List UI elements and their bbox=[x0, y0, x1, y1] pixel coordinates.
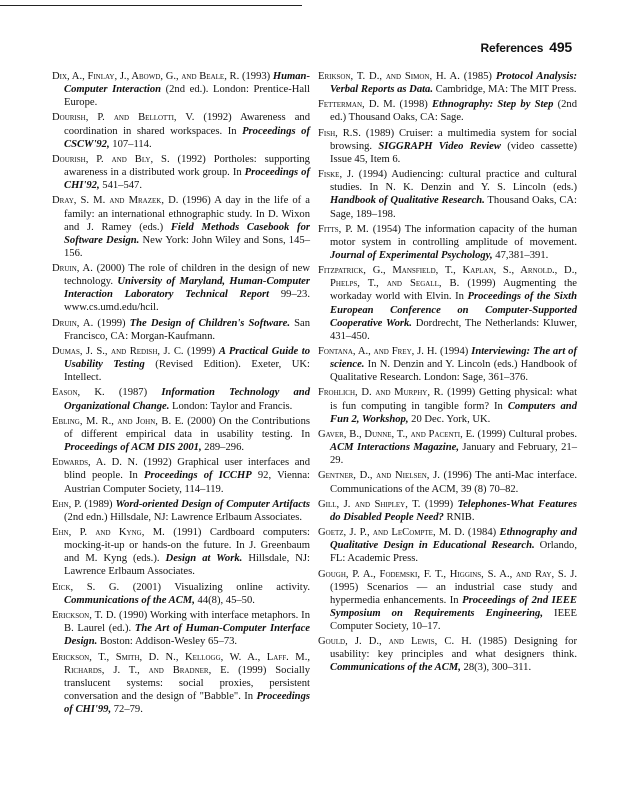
page-number: 495 bbox=[549, 39, 572, 55]
reference-text: (1998) bbox=[395, 99, 432, 111]
reference-authors: Gill, J. and Shipley, T. bbox=[318, 498, 421, 510]
reference-title: Proceedings of CSCW'92, bbox=[64, 125, 310, 150]
reference-authors: Gentner, D., and Nielsen, J. bbox=[318, 470, 440, 482]
reference-title: Field Methods Casebook for Software Design. bbox=[64, 221, 310, 246]
reference-entry bbox=[318, 568, 577, 633]
reference-authors: Fish, R.S. bbox=[318, 127, 361, 139]
reference-entry bbox=[318, 98, 577, 124]
reference-text: 72–79. bbox=[111, 703, 143, 715]
reference-authors: Fiske, J. bbox=[318, 169, 354, 181]
reference-authors: Gould, J. D., and Lewis, C. H. bbox=[318, 636, 472, 648]
reference-authors: Dix, A., Finlay, J., Abowd, G., and Beale, R. bbox=[52, 71, 240, 82]
running-header bbox=[481, 39, 572, 55]
reference-authors: Fitzpatrick, G., Mansfield, T., Kaplan, S., Arnold., D., Phelps, T., and Segall, B. bbox=[318, 265, 577, 290]
reference-text: (1992) Portholes: supporting awareness in a distributed work group. In bbox=[64, 153, 310, 179]
reference-entry bbox=[318, 345, 577, 384]
reference-text: (1996) A day in the life of a family: an international ethnographic study. In D. Wixon and J. Ramey (eds.) bbox=[64, 195, 310, 233]
reference-text: (1999) bbox=[93, 317, 130, 329]
reference-entry bbox=[52, 498, 310, 524]
reference-authors: Erikson, T. D., and Simon, H. A. bbox=[318, 71, 460, 82]
reference-authors: Fitts, P. M. bbox=[318, 223, 369, 235]
reference-entry bbox=[52, 111, 310, 150]
reference-entry bbox=[52, 317, 310, 343]
reference-authors: Erickson, T., Smith, D. N., Kellogg, W. A., Laff. M., Richards, J. T., and Bradner, E. bbox=[52, 651, 310, 676]
reference-text: Cambridge, MA: The MIT Press. bbox=[433, 84, 577, 96]
reference-text: IEEE Computer Society, 10–17. bbox=[330, 607, 577, 632]
reference-entry bbox=[52, 456, 310, 495]
reference-text: (2001) Visualizing online activity. bbox=[119, 581, 310, 593]
reference-title: Journal of Experimental Psychology, bbox=[330, 249, 493, 261]
reference-title: The Art of Human-Computer Interface Design. bbox=[64, 623, 310, 648]
reference-text: (1993) bbox=[239, 71, 273, 82]
reference-text: (1992) Awareness and coordination in shared workspaces. In bbox=[64, 112, 311, 137]
reference-text: (2000) On the Contributions of different empirical data in usability testing. In bbox=[64, 415, 311, 440]
reference-title: Ethnography and Qualitative Design in Educational Research. bbox=[330, 527, 578, 552]
reference-text: (1999) bbox=[420, 498, 458, 510]
reference-text: 541–547. bbox=[99, 180, 142, 192]
reference-entry bbox=[52, 262, 310, 314]
reference-authors: Eason, K. bbox=[52, 387, 105, 399]
reference-entry bbox=[318, 127, 577, 166]
reference-entry bbox=[52, 345, 310, 384]
reference-entry bbox=[318, 70, 577, 96]
reference-title: Information Technology and Organizational Change. bbox=[64, 387, 310, 412]
reference-entry bbox=[318, 168, 577, 220]
section-title: References bbox=[480, 41, 544, 55]
reference-text: (1995) Scenarios — an industrial case study and hypermedia enhancements. In bbox=[330, 581, 577, 606]
reference-text: 47,381–391. bbox=[492, 249, 549, 261]
reference-text: 92, Vienna: Austrian Computer Society, 114–119. bbox=[64, 470, 310, 495]
reference-authors: Ehn, P. and Kyng, M. bbox=[52, 527, 165, 539]
reference-text: Hillsdale, NJ: Lawrence Erlbaum Associates. bbox=[64, 553, 310, 578]
reference-text: New York: John Wiley and Sons, 145–156. bbox=[64, 234, 310, 259]
reference-authors: Dourish, P. and Bellotti, V. bbox=[52, 112, 195, 124]
reference-text: (video cassette) Issue 45, Item 6. bbox=[330, 140, 577, 165]
reference-text: London: Taylor and Francis. bbox=[169, 400, 293, 412]
references-right-column bbox=[318, 70, 577, 677]
reference-entry bbox=[318, 469, 577, 495]
reference-text: (1990) Working with interface metaphors. In B. Laurel (ed.). bbox=[64, 610, 311, 635]
reference-text: (1999) bbox=[183, 346, 219, 357]
top-rule bbox=[0, 5, 302, 6]
reference-authors: Fetterman, D. M. bbox=[318, 99, 396, 111]
reference-text: 28(3), 300–311. bbox=[460, 662, 532, 674]
reference-authors: Eick, S. G. bbox=[52, 581, 120, 593]
reference-entry bbox=[52, 651, 310, 716]
reference-title: Proceedings of CHI'99, bbox=[64, 690, 310, 715]
reference-authors: Gaver, B., Dunne, T., and Pacenti, E. bbox=[318, 428, 475, 440]
reference-title: Communications of the ACM, bbox=[64, 594, 195, 606]
reference-title: Handbook of Qualitative Research. bbox=[330, 195, 485, 207]
reference-text: (1999) Cultural probes. bbox=[474, 428, 577, 440]
reference-text: (1989) bbox=[81, 498, 116, 510]
reference-text: (1996) The anti-Mac interface. Communications of the ACM, 39 (8) 70–82. bbox=[330, 470, 577, 495]
reference-title: The Design of Children's Software. bbox=[129, 317, 291, 329]
reference-text: San Francisco, CA: Morgan-Kaufmann. bbox=[64, 317, 311, 342]
reference-authors: Druin, A. bbox=[52, 317, 94, 329]
reference-entry bbox=[52, 609, 310, 648]
reference-title: Interviewing: The art of science. bbox=[330, 346, 577, 371]
reference-text: January and February, 21–29. bbox=[330, 442, 577, 467]
reference-text: (1985) Designing for usability: key principles and what designers think. bbox=[330, 636, 577, 661]
reference-title: A Practical Guide to Usability Testing bbox=[64, 346, 310, 371]
reference-text: In N. Denzin and Y. Lincoln (eds.) Handbook of Qualitative Research. London: Sage, 361–376. bbox=[330, 359, 577, 384]
reference-authors: Dumas, J. S., and Redish, J. C. bbox=[52, 346, 184, 357]
reference-title: Word-oriented Design of Computer Artifacts bbox=[115, 498, 310, 510]
reference-entry bbox=[52, 581, 310, 607]
reference-title: ACM Interactions Magazine, bbox=[330, 442, 459, 454]
reference-text: (1987) bbox=[104, 387, 162, 399]
reference-text: 107–114. bbox=[109, 138, 152, 150]
reference-title: Computers and Fun 2, Workshop, bbox=[330, 400, 577, 425]
reference-text: (1994) Audiencing: cultural practice and cultural studies. In N. K. Denzin and Y. S. Lincoln (eds.) bbox=[330, 169, 577, 194]
reference-authors: Fontana, A., and Frey, J. H. bbox=[318, 346, 438, 357]
reference-text: Thousand Oaks, CA: Sage, 189–198. bbox=[330, 195, 577, 220]
reference-title: Communications of the ACM, bbox=[330, 662, 461, 674]
reference-authors: Druin, A. bbox=[52, 263, 93, 275]
reference-text: 289–296. bbox=[201, 442, 245, 454]
reference-entry bbox=[52, 415, 310, 454]
reference-entry bbox=[318, 428, 577, 467]
reference-title: Telephones-What Features do Disabled People Need? bbox=[330, 498, 577, 523]
reference-text: 20 Dec. York, UK. bbox=[408, 413, 491, 425]
reference-entry bbox=[318, 386, 577, 425]
reference-authors: Gough, P. A., Fodemski, F. T., Higgins, S. A., and Ray, S. J. bbox=[318, 568, 577, 580]
reference-entry bbox=[318, 223, 577, 262]
reference-title: Proceedings of 2nd IEEE Symposium on Requirements Engineering, bbox=[330, 594, 577, 619]
reference-text: (1999) Socially translucent systems: social proxies, persistent conversation and the design of "Babble". In bbox=[64, 664, 310, 702]
reference-title: Design at Work. bbox=[165, 553, 243, 565]
reference-title: Proceedings of ICCHP bbox=[144, 470, 252, 482]
reference-title: Proceedings of CHI'92, bbox=[64, 167, 310, 192]
reference-text: 99–23. www.cs.umd.edu/hcil. bbox=[64, 289, 310, 314]
references-left-column bbox=[52, 70, 310, 718]
reference-text: RNIB. bbox=[443, 511, 475, 523]
reference-text: (1992) Graphical user interfaces and blind people. In bbox=[64, 457, 310, 482]
reference-text: (1984) bbox=[464, 527, 500, 539]
reference-text: (1989) Cruiser: a multimedia system for social browsing. bbox=[330, 127, 577, 152]
reference-text: (1994) bbox=[437, 346, 472, 357]
reference-authors: Erickson, T. D. bbox=[52, 610, 117, 622]
reference-text: (1954) The information capacity of the human motor system in controlling amplitude of movement. bbox=[330, 223, 578, 248]
reference-text: Orlando, FL: Academic Press. bbox=[330, 540, 577, 565]
reference-text: (2nd edn.) Hillsdale, NJ: Lawrence Erlbaum Associates. bbox=[64, 511, 302, 523]
reference-authors: Ebling, M. R., and John, B. E. bbox=[52, 415, 184, 427]
reference-text: (1999) Getting physical: what is fun computing in tangible form? In bbox=[330, 387, 578, 412]
reference-entry bbox=[52, 526, 310, 578]
reference-entry bbox=[52, 153, 310, 192]
reference-entry bbox=[52, 194, 310, 259]
reference-entry bbox=[52, 386, 310, 412]
reference-text: (1985) bbox=[459, 71, 496, 82]
reference-text: (1999) Augmenting the workaday world with Elvin. In bbox=[330, 278, 577, 303]
reference-title: University of Maryland, Human-Computer Interaction Laboratory Technical Report bbox=[64, 276, 310, 301]
reference-title: Protocol Analysis: Verbal Reports as Data. bbox=[330, 71, 577, 96]
reference-authors: Ehn, P. bbox=[52, 498, 82, 510]
reference-text: Dordrecht, The Netherlands: Kluwer, 431–450. bbox=[330, 317, 578, 342]
reference-entry bbox=[318, 264, 577, 343]
reference-authors: Dourish, P. and Bly, S. bbox=[52, 153, 170, 165]
reference-title: Proceedings of the Sixth European Conference on Computer-Supported Cooperative Work. bbox=[330, 291, 577, 329]
reference-text: (2000) The role of children in the design of new technology. bbox=[64, 263, 310, 288]
reference-authors: Goetz, J. P., and LeCompte, M. D. bbox=[318, 527, 465, 539]
reference-text: 44(8), 45–50. bbox=[194, 594, 255, 606]
reference-title: Proceedings of ACM DIS 2001, bbox=[64, 442, 202, 454]
reference-text: (2nd ed.). London: Prentice-Hall Europe. bbox=[64, 84, 310, 109]
reference-text: (1991) Cardboard computers: mocking-it-up or hands-on the future. In J. Greenbaum and M. Kyng (eds.). bbox=[64, 527, 310, 565]
reference-entry bbox=[318, 498, 577, 524]
reference-entry bbox=[52, 70, 310, 109]
reference-authors: Edwards, A. D. N. bbox=[52, 457, 138, 469]
reference-text: (Revised Edition). Exeter, UK: Intellect. bbox=[64, 359, 310, 384]
reference-text: Boston: Addison-Wesley 65–73. bbox=[97, 636, 238, 648]
reference-title: Ethnography: Step by Step bbox=[431, 99, 554, 111]
reference-entry bbox=[318, 635, 577, 674]
reference-text: (2nd ed.) Thousand Oaks, CA: Sage. bbox=[330, 99, 578, 124]
reference-authors: Dray, S. M. and Mrazek, D. bbox=[52, 195, 179, 207]
reference-title: SIGGRAPH Video Review bbox=[378, 140, 501, 152]
reference-title: Human-Computer Interaction bbox=[64, 71, 310, 96]
reference-entry bbox=[318, 526, 577, 565]
reference-authors: Frohlich, D. and Murphy, R. bbox=[318, 387, 444, 399]
